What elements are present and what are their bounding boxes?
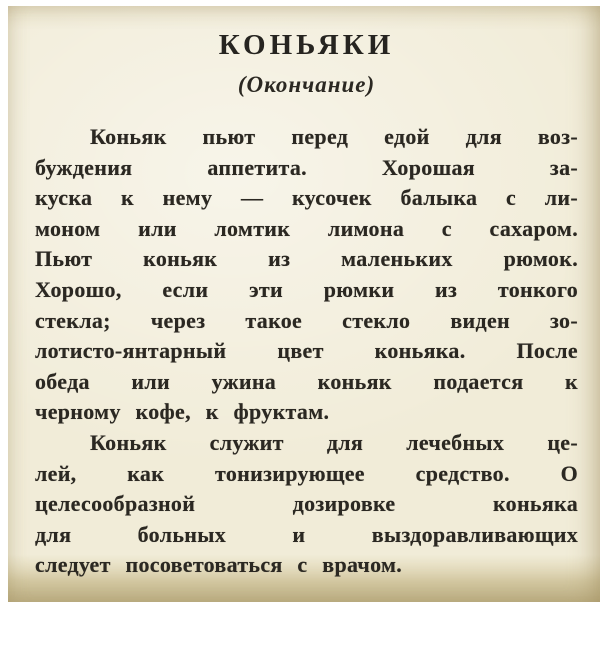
body-line-7: стекла; через такое стекло виден зо- (35, 307, 578, 333)
page-title: КОНЬЯКИ (218, 29, 395, 61)
scanned-page (8, 6, 600, 602)
body-line-12: лей, как тонизирующее средство. О (35, 460, 578, 486)
page-subtitle: (Окончание) (237, 72, 376, 97)
body-line-3: куска к нему — кусочек балыка с ли- (35, 185, 578, 211)
body-line-8: лотисто-янтарный цвет коньяка. После (35, 338, 578, 364)
body-line-2: буждения аппетита. Хорошая за- (35, 154, 578, 180)
body-line-9: обеда или ужина коньяк подается к (35, 368, 578, 394)
body-line-13: целесообразной дозировке коньяка (35, 491, 578, 517)
body-line-15: следует посоветоваться с врачом. (35, 552, 403, 578)
body-line-6: Хорошо, если эти рюмки из тонкого (35, 276, 578, 302)
body-line-14: для больных и выздоравливающих (35, 521, 578, 547)
article-body (35, 122, 578, 581)
body-line-10: черному кофе, к фруктам. (35, 399, 330, 425)
body-line-1: Коньяк пьют перед едой для воз- (90, 124, 578, 149)
page-content (35, 6, 578, 581)
body-line-11: Коньяк служит для лечебных це- (90, 429, 578, 455)
body-line-4: моном или ломтик лимона с сахаром. (35, 215, 578, 241)
body-line-5: Пьют коньяк из маленьких рюмок. (35, 246, 578, 272)
